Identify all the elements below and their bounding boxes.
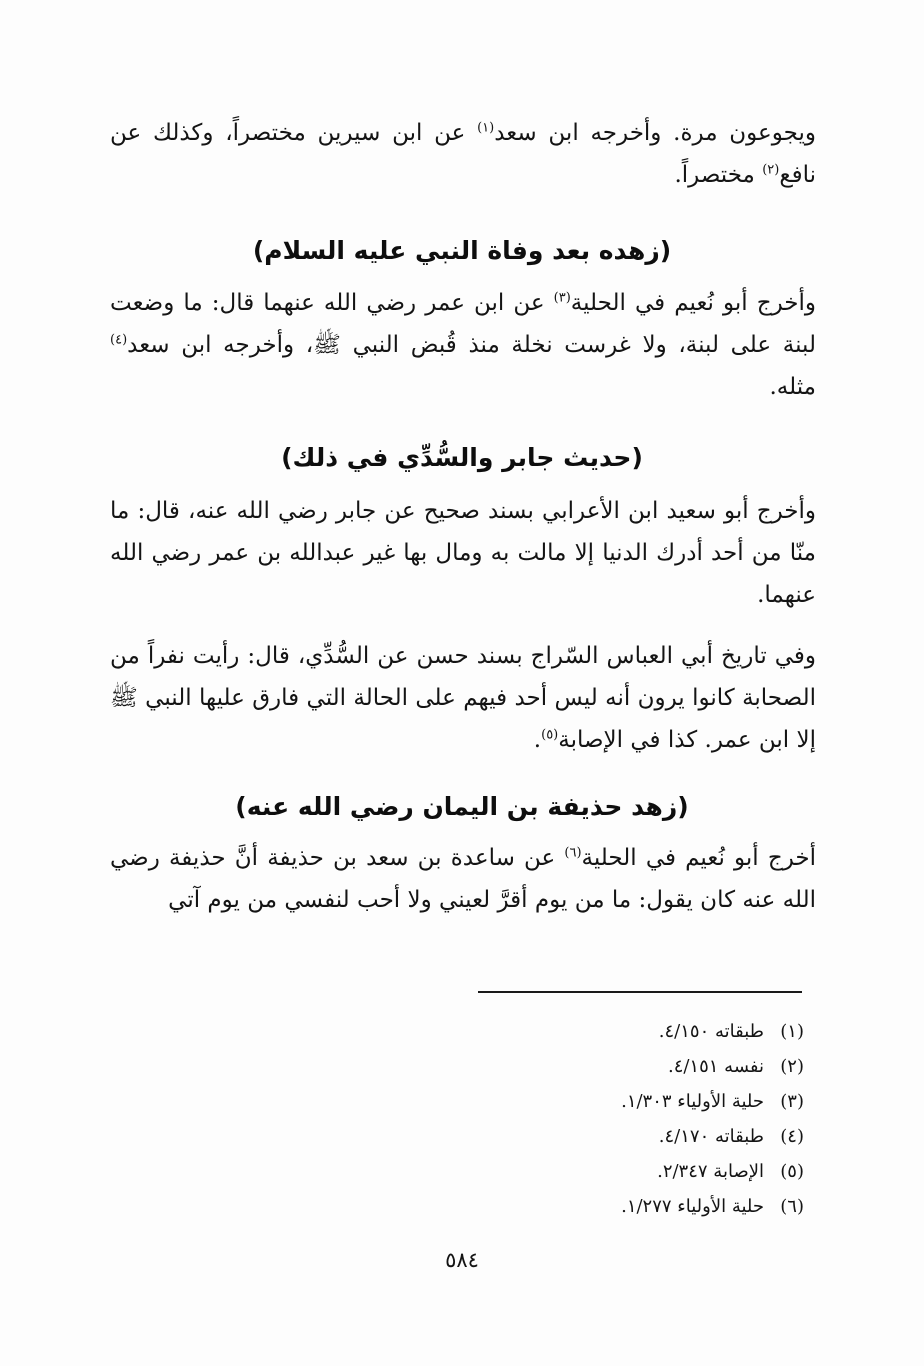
footnote-text: طبقاته ٤/١٥٠.: [658, 1021, 764, 1042]
footnote-number: (٥): [780, 1161, 804, 1182]
paragraph-4-text-a: وفي تاريخ أبي العباس السّراج بسند حسن عن السُّدِّي، قال: رأيت نفراً من الصحابة كانوا يرون أنه ليس أحد فيهم على الحالة التي فارق عليها النبي ﷺ إلا ابن عمر. كذا في الإصابة: [110, 643, 816, 753]
paragraph-1-text-b: عن ابن سيرين مختصراً، وكذلك عن نافع: [110, 120, 816, 188]
paragraph-1-text-c: مختصراً.: [674, 162, 763, 188]
footnote-text: نفسه ٤/١٥١.: [667, 1056, 764, 1077]
footnote-number: (٢): [780, 1056, 804, 1077]
paragraph-5-text-b: عن ساعدة بن سعد بن حذيفة أنَّ حذيفة رضي الله عنه كان يقول: ما من يوم أقرَّ لعيني ولا أحب لنفسي من يوم آتي: [110, 845, 816, 913]
footnote-number: (١): [780, 1021, 804, 1042]
footnote-item: [464, 1119, 804, 1154]
paragraph-2-text-b: عن ابن عمر رضي الله عنهما قال: ما وضعت لبنة على لبنة، ولا غرست نخلة منذ قُبض النبي ﷺ، وأخرجه ابن سعد: [110, 290, 816, 358]
paragraph-2: [110, 282, 816, 408]
page-number: ٥٨٤: [445, 1248, 479, 1272]
paragraph-4-text-b: .: [533, 727, 542, 753]
footnote-ref-6[interactable]: (٦): [564, 845, 582, 861]
footnote-text: حلية الأولياء ١/٣٠٣.: [621, 1091, 764, 1112]
footnote-ref-3[interactable]: (٣): [553, 290, 571, 306]
footnote-ref-2[interactable]: (٢): [762, 162, 780, 178]
section-heading-3: (زهد حذيفة بن اليمان رضي الله عنه): [235, 792, 689, 821]
footnote-text: طبقاته ٤/١٧٠.: [658, 1126, 764, 1147]
footnotes-list: [464, 1014, 804, 1224]
footnote-number: (٣): [780, 1091, 804, 1112]
section-heading-1: (زهده بعد وفاة النبي عليه السلام): [252, 236, 672, 265]
footnote-item: [464, 1084, 804, 1119]
paragraph-5-text-a: أخرج أبو نُعيم في الحلية: [581, 845, 816, 871]
footnote-ref-5[interactable]: (٥): [541, 727, 559, 743]
paragraph-3: وأخرج أبو سعيد ابن الأعرابي بسند صحيح عن جابر رضي الله عنه، قال: ما منّا من أحد أدرك الدنيا إلا مالت به ومال بها غير عبدالله بن عمر رضي الله عنهما.: [110, 498, 816, 608]
footnote-separator: [478, 991, 802, 993]
footnote-item: [464, 1049, 804, 1084]
footnote-number: (٤): [780, 1126, 804, 1147]
footnote-text: حلية الأولياء ١/٢٧٧.: [621, 1196, 764, 1217]
paragraph-2-text-c: مثله.: [769, 374, 816, 400]
footnote-item: [464, 1014, 804, 1049]
paragraph-4: [110, 635, 816, 761]
paragraph-5: [110, 837, 816, 921]
footnote-text: الإصابة ٢/٣٤٧.: [657, 1161, 764, 1182]
footnote-ref-4[interactable]: (٤): [110, 332, 128, 348]
footnote-item: [464, 1189, 804, 1224]
footnote-number: (٦): [780, 1196, 804, 1217]
section-heading-2: (حديث جابر والسُّدِّي في ذلك): [281, 443, 643, 472]
paragraph-1: [110, 112, 816, 196]
footnote-ref-1[interactable]: (١): [477, 120, 495, 136]
paragraph-2-text-a: وأخرج أبو نُعيم في الحلية: [570, 290, 816, 316]
paragraph-1-text-a: ويجوعون مرة. وأخرجه ابن سعد: [494, 120, 816, 146]
footnote-item: [464, 1154, 804, 1189]
